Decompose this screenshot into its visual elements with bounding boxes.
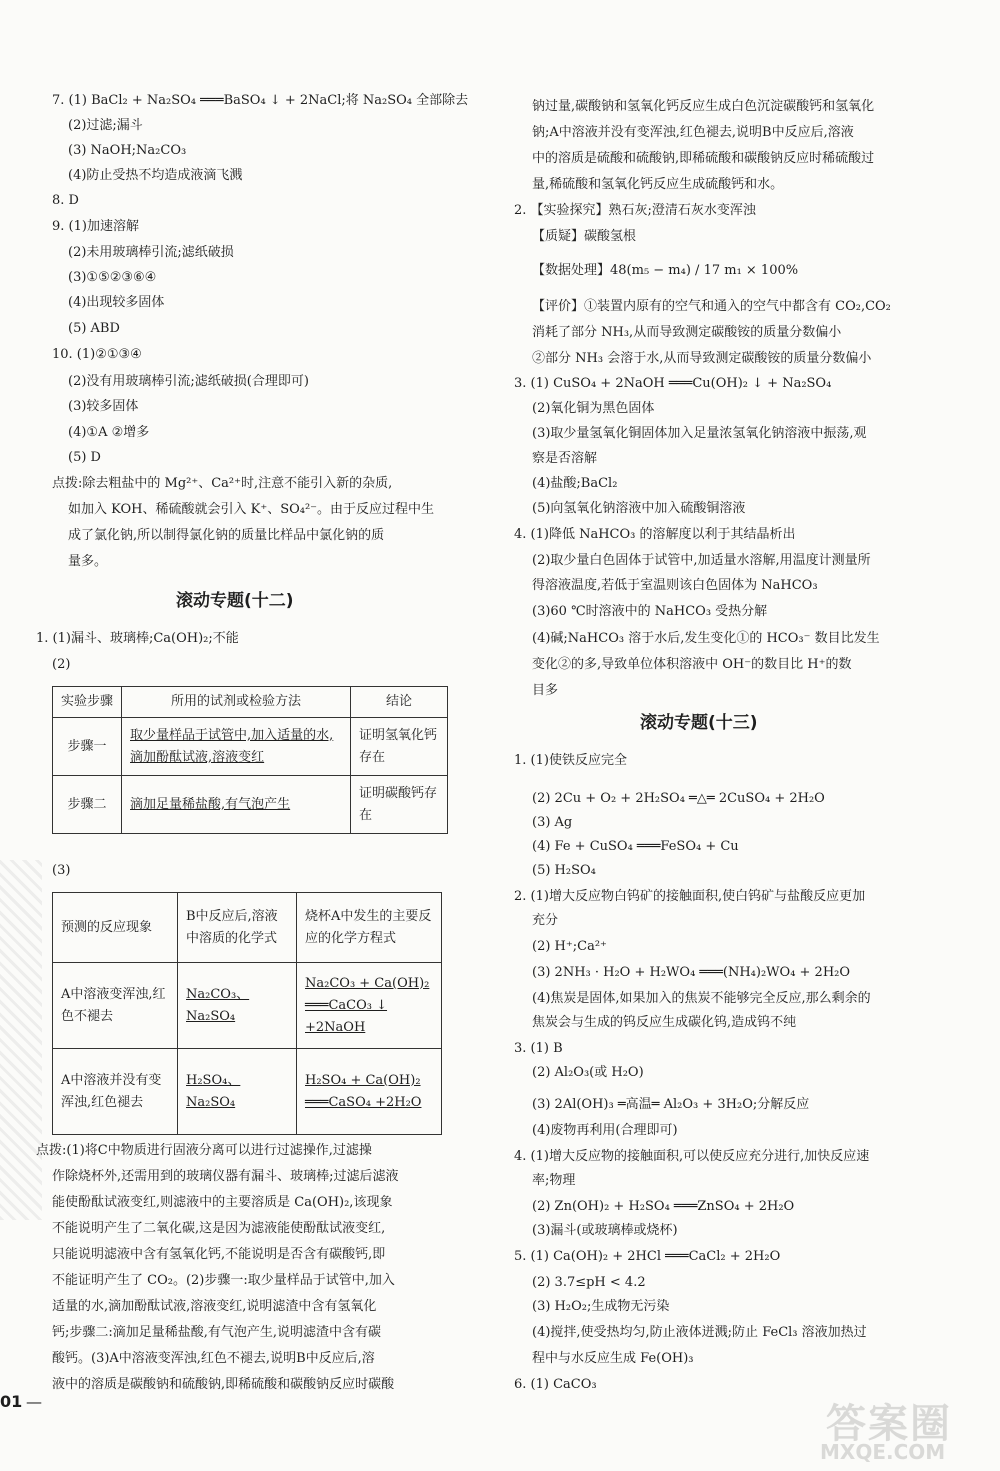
experiment-table bbox=[52, 686, 448, 834]
answer-line: 6. (1) CaCO₃ bbox=[514, 1377, 597, 1392]
tip-line: 点拨:(1)将C中物质进行固液分离可以进行过滤操作,过滤操 bbox=[36, 1143, 372, 1158]
section-title: 滚动专题(十三) bbox=[640, 713, 758, 733]
answer-line: 5. (1) Ca(OH)₂ + 2HCl ═══CaCl₂ + 2H₂O bbox=[514, 1249, 781, 1264]
answer-line: (2)氧化铜为黑色固体 bbox=[532, 401, 655, 416]
table-header: 预测的反应现象 bbox=[53, 893, 178, 963]
table-cell: A中溶液并没有变浑浊,红色褪去 bbox=[53, 1049, 178, 1135]
answer-line: 中的溶质是硫酸和硫酸钠,即稀硫酸和碳酸钠反应时稀硫酸过 bbox=[532, 151, 875, 166]
edge-texture bbox=[0, 860, 42, 1220]
tip-line: 成了氯化钠,所以制得氯化钠的质量比样品中氯化钠的质 bbox=[68, 528, 385, 543]
table-cell: 滴加足量稀盐酸,有气泡产生 bbox=[122, 776, 351, 834]
answer-line: (4) Fe + CuSO₄ ═══FeSO₄ + Cu bbox=[532, 839, 739, 854]
answer-line: 4. (1)增大反应物的接触面积,可以使反应充分进行,加快反应速 bbox=[514, 1149, 870, 1164]
answer-line: 【质疑】碳酸氢根 bbox=[532, 229, 637, 244]
answer-line: (5)向氢氧化钠溶液中加入硫酸铜溶液 bbox=[532, 501, 746, 516]
answer-line: 【评价】①装置内原有的空气和通入的空气中都含有 CO₂,CO₂ bbox=[532, 299, 891, 314]
answer-line: (2)未用玻璃棒引流;滤纸破损 bbox=[68, 245, 234, 260]
answer-line: 2. 【实验探究】熟石灰;澄清石灰水变浑浊 bbox=[514, 203, 756, 218]
table-cell: Na₂CO₃、Na₂SO₄ bbox=[178, 963, 297, 1049]
answer-line: 目多 bbox=[532, 683, 559, 698]
answer-line: (3) Ag bbox=[532, 815, 573, 830]
page-number-dash: — bbox=[26, 1392, 42, 1411]
answer-line: 9. (1)加速溶解 bbox=[52, 219, 139, 234]
answer-line: (2)过滤;漏斗 bbox=[68, 118, 143, 133]
answer-line: 3. (1) B bbox=[514, 1041, 563, 1056]
table-cell: A中溶液变浑浊,红色不褪去 bbox=[53, 963, 178, 1049]
answer-line: (2)取少量白色固体于试管中,加适量水溶解,用温度计测量所 bbox=[532, 553, 871, 568]
answer-line: (3) H₂O₂;生成物无污染 bbox=[532, 1299, 670, 1314]
table-cell: 证明碳酸钙存在 bbox=[351, 776, 448, 834]
watermark-text: 答案圈 bbox=[826, 1401, 952, 1447]
answer-line: (3)60 ℃时溶液中的 NaHCO₃ 受热分解 bbox=[532, 604, 768, 619]
answer-line: 充分 bbox=[532, 913, 559, 928]
answer-line: 2. (1)增大反应物白钨矿的接触面积,使白钨矿与盐酸反应更加 bbox=[514, 889, 866, 904]
answer-line: (3) bbox=[52, 863, 71, 878]
tip-line: 不能证明产生了 CO₂。(2)步骤一:取少量样品于试管中,加入 bbox=[52, 1273, 395, 1288]
table-cell: 步骤二 bbox=[53, 776, 122, 834]
tip-line: 只能说明滤液中含有氢氧化钙,不能说明是否含有碳酸钙,即 bbox=[52, 1247, 386, 1262]
table-header: 结论 bbox=[351, 687, 448, 718]
table-cell: 步骤一 bbox=[53, 718, 122, 776]
tip-line: 酸钙。(3)A中溶液变浑浊,红色不褪去,说明B中反应后,溶 bbox=[52, 1351, 375, 1366]
page-number: 01 bbox=[0, 1392, 23, 1411]
answer-line: (3) NaOH;Na₂CO₃ bbox=[68, 143, 187, 158]
answer-line: (4)废物再利用(合理即可) bbox=[532, 1123, 678, 1138]
answer-line: (4)出现较多固体 bbox=[68, 295, 165, 310]
table-cell: Na₂CO₃ + Ca(OH)₂ ═══CaCO₃ ↓ +2NaOH bbox=[297, 963, 442, 1049]
answer-line: 4. (1)降低 NaHCO₃ 的溶解度以利于其结晶析出 bbox=[514, 527, 796, 542]
answer-line: 量,稀硫酸和氢氧化钙反应生成硫酸钙和水。 bbox=[532, 177, 784, 192]
answer-line: 10. (1)②①③④ bbox=[52, 347, 142, 362]
answer-line: 程中与水反应生成 Fe(OH)₃ bbox=[532, 1351, 694, 1366]
answer-line: 1. (1)漏斗、玻璃棒;Ca(OH)₂;不能 bbox=[36, 631, 239, 646]
table-cell: H₂SO₄ + Ca(OH)₂ ═══CaSO₄ +2H₂O bbox=[297, 1049, 442, 1135]
table-header: 实验步骤 bbox=[53, 687, 122, 718]
answer-line: 消耗了部分 NH₃,从而导致测定碳酸铵的质量分数偏小 bbox=[532, 325, 842, 340]
answer-line: (3) 2Al(OH)₃ ═高温═ Al₂O₃ + 3H₂O;分解反应 bbox=[532, 1097, 810, 1112]
formula-line: 【数据处理】48(m₅ − m₄) / 17 m₁ × 100% bbox=[532, 263, 799, 278]
answer-line: 8. D bbox=[52, 193, 79, 208]
table-header: 所用的试剂或检验方法 bbox=[122, 687, 351, 718]
answer-line: (5) D bbox=[68, 450, 101, 465]
answer-line: 钠;A中溶液并没有变浑浊,红色褪去,说明B中反应后,溶液 bbox=[532, 125, 854, 140]
answer-line: (4)焦炭是固体,如果加入的焦炭不能够完全反应,那么剩余的 bbox=[532, 991, 871, 1006]
answer-line: (4)①A ②增多 bbox=[68, 425, 150, 440]
watermark-logo bbox=[816, 1392, 998, 1470]
tip-line: 如加入 KOH、稀硫酸就会引入 K⁺、SO₄²⁻。由于反应过程中生 bbox=[68, 502, 435, 517]
answer-line: (2) Zn(OH)₂ + H₂SO₄ ═══ZnSO₄ + 2H₂O bbox=[532, 1199, 795, 1214]
answer-line: (4)防止受热不均造成液滴飞溅 bbox=[68, 168, 243, 183]
table-cell: 取少量样品于试管中,加入适量的水,滴加酚酞试液,溶液变红 bbox=[122, 718, 351, 776]
answer-line: (2)没有用玻璃棒引流;滤纸破损(合理即可) bbox=[68, 374, 309, 389]
answer-line: (4)盐酸;BaCl₂ bbox=[532, 476, 618, 491]
answer-line: (2) Al₂O₃(或 H₂O) bbox=[532, 1065, 644, 1080]
answer-line: 得溶液温度,若低于室温则该白色固体为 NaHCO₃ bbox=[532, 578, 818, 593]
answer-line: 1. (1)使铁反应完全 bbox=[514, 753, 627, 768]
answer-line: (4)碱;NaHCO₃ 溶于水后,发生变化①的 HCO₃⁻ 数目比发生 bbox=[532, 631, 880, 646]
answer-line: (5) ABD bbox=[68, 321, 120, 336]
tip-line: 钙;步骤二:滴加足量稀盐酸,有气泡产生,说明滤渣中含有碳 bbox=[52, 1325, 382, 1340]
answer-line: (3) 2NH₃ · H₂O + H₂WO₄ ═══(NH₄)₂WO₄ + 2H₂O bbox=[532, 965, 851, 980]
tip-line: 作除烧杯外,还需用到的玻璃仪器有漏斗、玻璃棒;过滤后滤液 bbox=[52, 1169, 399, 1184]
tip-line: 适量的水,滴加酚酞试液,溶液变红,说明滤渣中含有氢氧化 bbox=[52, 1299, 377, 1314]
table-cell: 证明氢氧化钙存在 bbox=[351, 718, 448, 776]
answer-line: (3)①⑤②③⑥④ bbox=[68, 270, 157, 285]
section-title: 滚动专题(十二) bbox=[176, 591, 294, 611]
answer-line: (3)漏斗(或玻璃棒或烧杯) bbox=[532, 1223, 678, 1238]
answer-line: 变化②的多,导致单位体积溶液中 OH⁻的数目比 H⁺的数 bbox=[532, 657, 852, 672]
answer-line: 察是否溶解 bbox=[532, 451, 598, 466]
table-cell: H₂SO₄、Na₂SO₄ bbox=[178, 1049, 297, 1135]
reaction-table bbox=[52, 892, 442, 1135]
answer-line: (3)取少量氢氧化铜固体加入足量浓氢氧化钠溶液中振荡,观 bbox=[532, 426, 867, 441]
table-header: B中反应后,溶液中溶质的化学式 bbox=[178, 893, 297, 963]
tip-line: 液中的溶质是碳酸钠和硫酸钠,即稀硫酸和碳酸钠反应时碳酸 bbox=[52, 1377, 395, 1392]
answer-line: (2) bbox=[52, 657, 71, 672]
answer-line: ②部分 NH₃ 会溶于水,从而导致测定碳酸铵的质量分数偏小 bbox=[532, 351, 872, 366]
answer-line: 7. (1) BaCl₂ + Na₂SO₄ ═══BaSO₄ ↓ + 2NaCl;将 Na₂SO₄ 全部除去 bbox=[52, 93, 469, 108]
answer-line: (2) H⁺;Ca²⁺ bbox=[532, 939, 607, 954]
tip-line: 不能说明产生了二氧化碳,这是因为滤液能使酚酞试液变红, bbox=[52, 1221, 386, 1236]
watermark-url: MXQE.COM bbox=[820, 1440, 946, 1464]
tip-line: 量多。 bbox=[68, 554, 108, 569]
answer-line: 率;物理 bbox=[532, 1173, 576, 1188]
tip-line: 点拨:除去粗盐中的 Mg²⁺、Ca²⁺时,注意不能引入新的杂质, bbox=[52, 476, 393, 491]
table-header: 烧杯A中发生的主要反应的化学方程式 bbox=[297, 893, 442, 963]
answer-line: 钠过量,碳酸钠和氢氧化钙反应生成白色沉淀碳酸钙和氢氧化 bbox=[532, 99, 875, 114]
answer-line: (2) 2Cu + O₂ + 2H₂SO₄ ═△═ 2CuSO₄ + 2H₂O bbox=[532, 791, 825, 806]
answer-line: 焦炭会与生成的钨反应生成碳化钨,造成钨不纯 bbox=[532, 1015, 797, 1030]
answer-line: (2) 3.7≤pH < 4.2 bbox=[532, 1275, 646, 1290]
answer-line: 3. (1) CuSO₄ + 2NaOH ═══Cu(OH)₂ ↓ + Na₂SO₄ bbox=[514, 376, 832, 391]
answer-line: (5) H₂SO₄ bbox=[532, 863, 596, 878]
answer-line: (3)较多固体 bbox=[68, 399, 139, 414]
answer-line: (4)搅拌,使受热均匀,防止液体迸溅;防止 FeCl₃ 溶液加热过 bbox=[532, 1325, 867, 1340]
tip-line: 能使酚酞试液变红,则滤液中的主要溶质是 Ca(OH)₂,该现象 bbox=[52, 1195, 393, 1210]
